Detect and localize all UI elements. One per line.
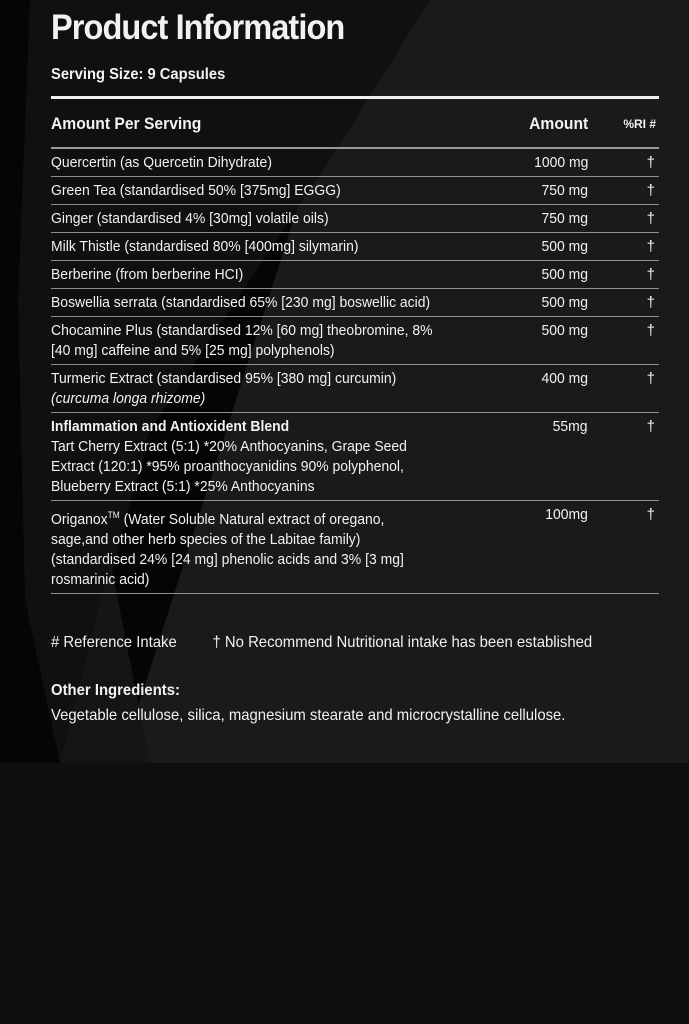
ingredient-line: Berberine (from berberine HCI): [51, 266, 244, 283]
header-amount: Amount: [528, 114, 588, 133]
ingredient-name: [51, 181, 451, 201]
table-header: [51, 114, 659, 136]
brand-name: Origanox: [51, 511, 108, 528]
ingredient-name: [51, 293, 451, 313]
ri-dagger: †: [646, 370, 655, 387]
footnote-dagger: † No Recommend Nutritional intake has been established: [212, 634, 593, 651]
table-row: [51, 233, 659, 261]
ingredient-name: [51, 209, 451, 229]
ri-dagger: †: [646, 322, 655, 339]
ingredient-line: rosmarinic acid): [51, 571, 150, 588]
table-row: [51, 149, 659, 177]
blend-title: Inflammation and Antioxident Blend: [51, 418, 290, 435]
ingredient-amount: 500 mg: [541, 322, 588, 339]
ingredient-line: Extract (120:1) *95% proanthocyanidins 90% polyphenol,: [51, 458, 404, 475]
ingredient-line: Quercertin (as Quercetin Dihydrate): [51, 154, 272, 171]
ri-dagger: †: [646, 154, 655, 171]
table-row: [51, 365, 659, 413]
ri-dagger: †: [646, 418, 655, 435]
table-row: [51, 317, 659, 365]
ri-dagger: †: [646, 238, 655, 255]
ingredient-line: sage,and other herb species of the Labitae family): [51, 531, 361, 548]
table-row: [51, 289, 659, 317]
ri-dagger: †: [646, 266, 655, 283]
divider-top: [51, 96, 659, 99]
table-row: [51, 205, 659, 233]
header-ri: %RI #: [623, 117, 656, 131]
ingredient-line: Blueberry Extract (5:1) *25% Anthocyanins: [51, 478, 315, 495]
ingredient-name: [51, 153, 451, 173]
ingredient-name: [51, 417, 451, 497]
ingredient-line: Tart Cherry Extract (5:1) *20% Anthocyanins, Grape Seed: [51, 438, 407, 455]
ingredient-line: Chocamine Plus (standardised 12% [60 mg] theobromine, 8%: [51, 322, 433, 339]
ingredient-amount: 55mg: [553, 418, 588, 435]
nutrition-table: [51, 149, 659, 594]
serving-size: Serving Size: 9 Capsules: [51, 66, 226, 83]
footnotes: [51, 634, 616, 652]
ingredient-name: [51, 369, 451, 409]
ingredient-text: (Water Soluble Natural extract of oregano,: [123, 511, 385, 528]
ingredient-line: [51, 505, 451, 530]
table-row: [51, 413, 659, 501]
ingredient-amount: 400 mg: [541, 370, 588, 387]
header-amount-per-serving: Amount Per Serving: [51, 114, 202, 133]
ri-dagger: †: [646, 506, 655, 523]
ingredient-line: (standardised 24% [24 mg] phenolic acids and 3% [3 mg]: [51, 551, 404, 568]
other-ingredients-text: Vegetable cellulose, silica, magnesium stearate and microcrystalline cellulose.: [51, 707, 566, 724]
ingredient-line: Milk Thistle (standardised 80% [400mg] silymarin): [51, 238, 359, 255]
ingredient-amount: 750 mg: [541, 182, 588, 199]
ri-dagger: †: [646, 182, 655, 199]
ingredient-line: Turmeric Extract (standardised 95% [380 mg] curcumin): [51, 370, 397, 387]
ingredient-amount: 500 mg: [541, 266, 588, 283]
page-title: Product Information: [51, 8, 345, 47]
ingredient-amount: 500 mg: [541, 294, 588, 311]
ingredient-amount: 100mg: [545, 506, 588, 523]
ri-dagger: †: [646, 294, 655, 311]
other-ingredients-title: Other Ingredients:: [51, 682, 180, 699]
ingredient-name: [51, 265, 451, 285]
table-row: [51, 501, 659, 594]
ingredient-name: [51, 237, 451, 257]
ingredient-amount: 1000 mg: [533, 154, 588, 171]
trademark-symbol: TM: [107, 510, 120, 520]
ingredient-amount: 750 mg: [541, 210, 588, 227]
ingredient-latin-name: (curcuma longa rhizome): [51, 390, 206, 407]
table-row: [51, 261, 659, 289]
ingredient-line: Green Tea (standardised 50% [375mg] EGGG): [51, 182, 341, 199]
footnote-reference-intake: # Reference Intake: [51, 634, 177, 651]
table-row: [51, 177, 659, 205]
ri-dagger: †: [646, 210, 655, 227]
ingredient-line: Ginger (standardised 4% [30mg] volatile oils): [51, 210, 329, 227]
ingredient-line: [40 mg] caffeine and 5% [25 mg] polyphenols): [51, 342, 335, 359]
ingredient-name: [51, 321, 451, 361]
ingredient-name: [51, 505, 451, 590]
ingredient-line: Boswellia serrata (standardised 65% [230 mg] boswellic acid): [51, 294, 431, 311]
ingredient-amount: 500 mg: [541, 238, 588, 255]
